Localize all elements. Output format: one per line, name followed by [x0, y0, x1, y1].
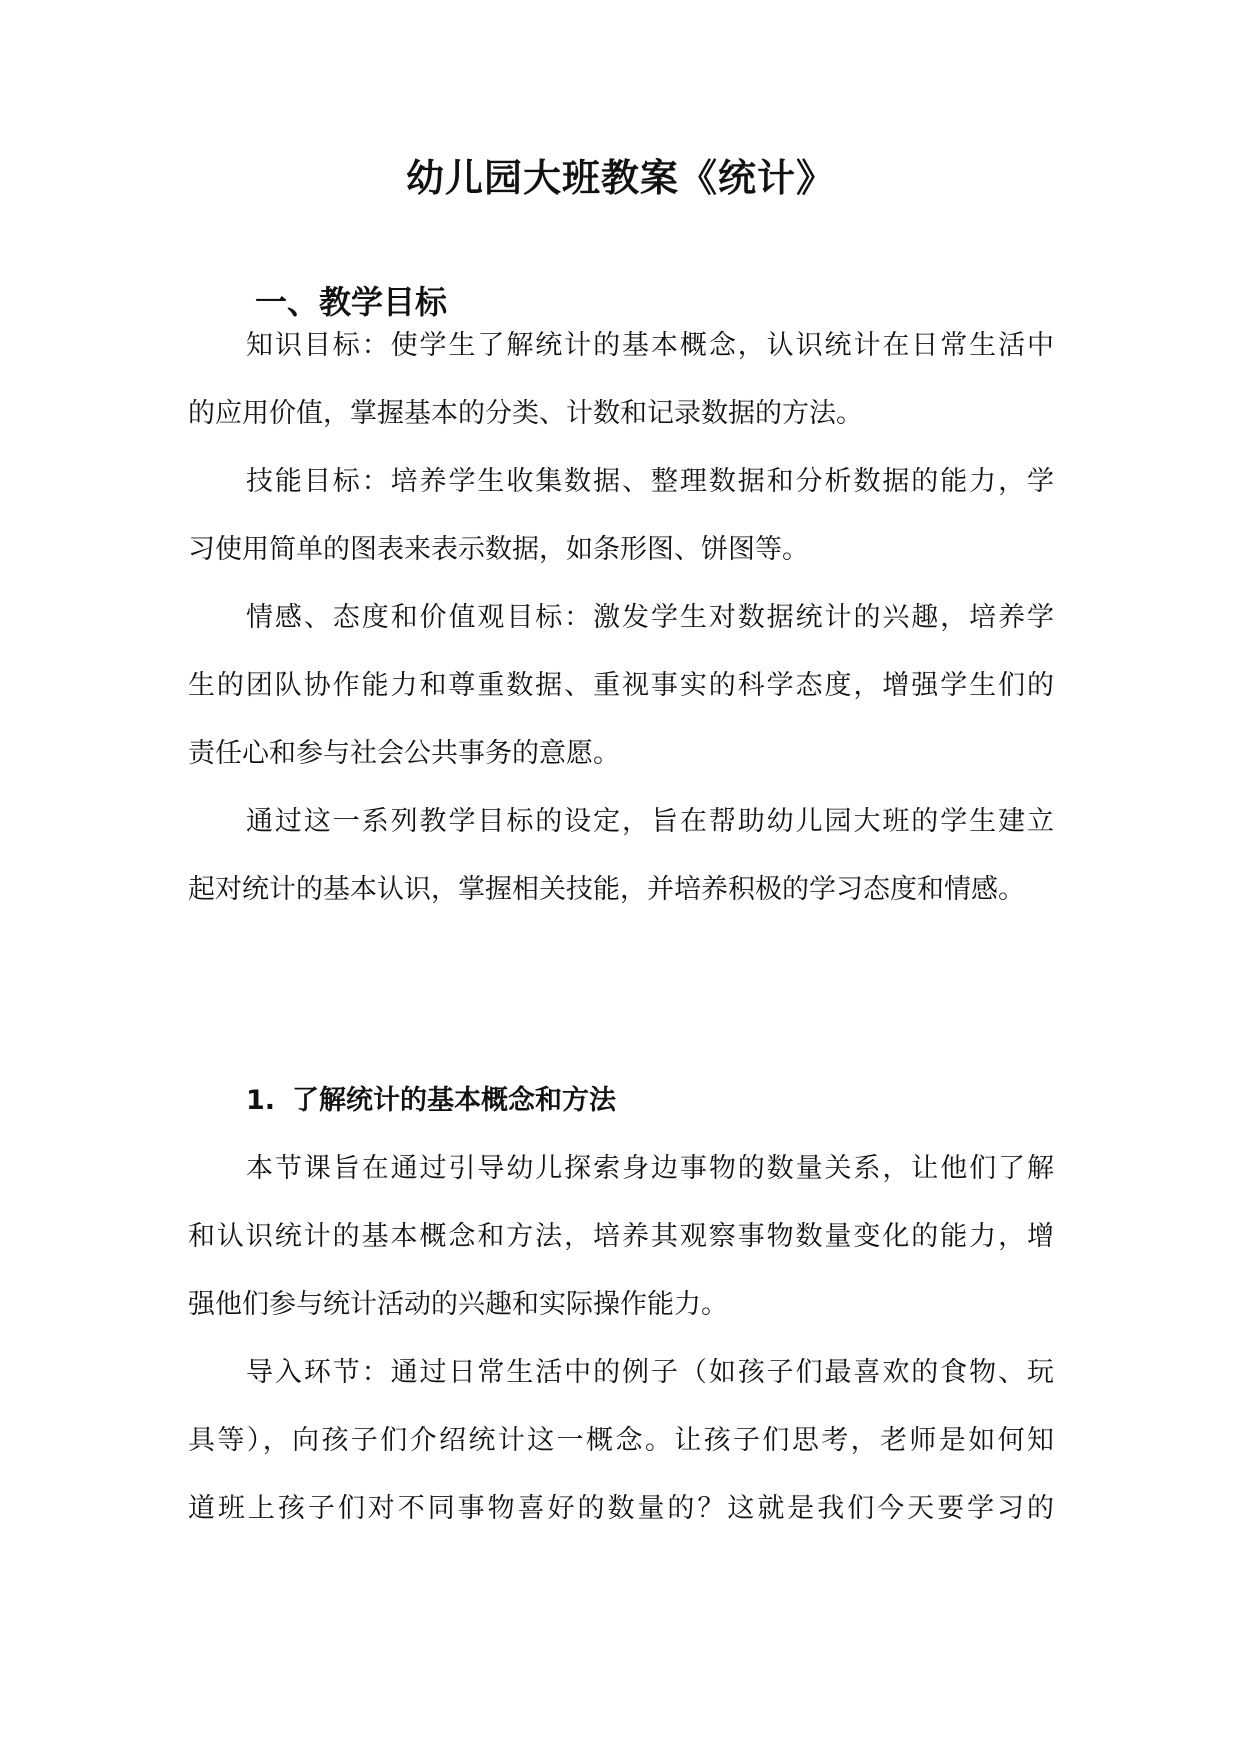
paragraph-lead-in-line-2: 具等），向孩子们介绍统计这一概念。让孩子们思考，老师是如何知 [188, 1425, 1054, 1456]
paragraph-lesson-intro-line-1: 本节课旨在通过引导幼儿探索身边事物的数量关系，让他们了解 [246, 1153, 1054, 1184]
document-title: 幼儿园大班教案《统计》 [405, 155, 835, 200]
paragraph-emotion-goal-line-1: 情感、态度和价值观目标：激发学生对数据统计的兴趣，培养学 [246, 602, 1054, 633]
paragraph-emotion-goal-line-3: 责任心和参与社会公共事务的意愿。 [188, 738, 620, 769]
paragraph-emotion-goal-line-2: 生的团队协作能力和尊重数据、重视事实的科学态度，增强学生们的 [188, 670, 1054, 701]
paragraph-lesson-intro-line-2: 和认识统计的基本概念和方法，培养其观察事物数量变化的能力，增 [188, 1221, 1054, 1252]
paragraph-knowledge-goal-line-2: 的应用价值，掌握基本的分类、计数和记录数据的方法。 [188, 398, 863, 429]
paragraph-summary-line-2: 起对统计的基本认识，掌握相关技能，并培养积极的学习态度和情感。 [188, 874, 1025, 905]
paragraph-knowledge-goal-line-1: 知识目标：使学生了解统计的基本概念，认识统计在日常生活中 [246, 330, 1054, 361]
paragraph-lead-in-line-3: 道班上孩子们对不同事物喜好的数量的？这就是我们今天要学习的 [188, 1493, 1054, 1524]
paragraph-skill-goal-line-1: 技能目标：培养学生收集数据、整理数据和分析数据的能力，学 [246, 466, 1054, 497]
subsection-heading-basic-concepts [246, 1081, 616, 1121]
subsection-number: 1. [246, 1085, 276, 1116]
paragraph-lead-in-line-1: 导入环节：通过日常生活中的例子（如孩子们最喜欢的食物、玩 [246, 1357, 1054, 1388]
paragraph-lesson-intro-line-3: 强他们参与统计活动的兴趣和实际操作能力。 [188, 1289, 728, 1320]
paragraph-skill-goal-line-2: 习使用简单的图表来表示数据，如条形图、饼图等。 [188, 534, 809, 565]
subsection-title: 了解统计的基本概念和方法 [292, 1085, 616, 1116]
section-heading-teaching-goals: 一、教学目标 [255, 283, 448, 321]
paragraph-summary-line-1: 通过这一系列教学目标的设定，旨在帮助幼儿园大班的学生建立 [246, 806, 1054, 837]
